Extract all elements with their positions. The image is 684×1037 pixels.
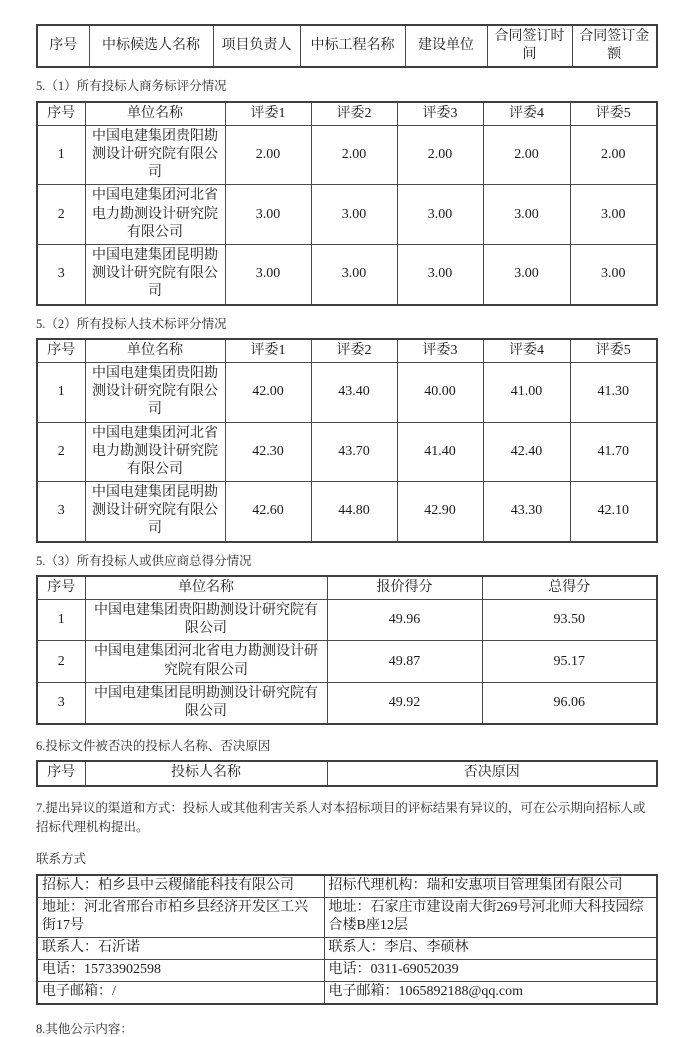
cell-score: 2.00 (483, 125, 570, 185)
cell-score: 2.00 (570, 125, 657, 185)
col-header-judge-4: 评委4 (483, 102, 570, 126)
col-header-construction-unit: 建设单位 (405, 25, 487, 67)
table-row (37, 600, 657, 641)
cell-seq: 2 (37, 185, 85, 245)
col-header-judge-1: 评委1 (225, 339, 311, 363)
col-header-seq: 序号 (37, 339, 85, 363)
col-header-project-manager: 项目负责人 (213, 25, 300, 67)
contact-section-title: 联系方式 (36, 852, 87, 867)
table-row (37, 897, 657, 938)
cell-score: 3.00 (570, 244, 657, 304)
table-header-row (37, 102, 657, 126)
technical-score-table (36, 338, 658, 543)
cell-seq: 1 (37, 125, 85, 185)
col-header-judge-1: 评委1 (225, 102, 311, 126)
table-row (37, 982, 657, 1004)
col-header-judge-2: 评委2 (311, 102, 397, 126)
candidate-summary-table (36, 24, 658, 68)
cell-seq: 3 (37, 482, 85, 542)
cell-unit-name: 中国电建集团贵阳勘测设计研究院有限公司 (85, 362, 225, 422)
table-header-row (37, 339, 657, 363)
objection-channel-text: 7.提出异议的渠道和方式：投标人或其他利害关系人对本招标项目的评标结果有异议的，可在公示期向招标人或招标代理机构提出。 (36, 800, 646, 834)
cell-seq: 3 (37, 244, 85, 304)
cell-score: 3.00 (225, 185, 311, 245)
col-header-judge-4: 评委4 (483, 339, 570, 363)
cell-score: 41.70 (570, 422, 657, 482)
col-header-contract-date: 合同签订时间 (487, 25, 572, 67)
table-row (37, 244, 657, 304)
col-header-total-score: 总得分 (482, 576, 657, 600)
col-header-seq: 序号 (37, 25, 89, 67)
cell-seq: 1 (37, 362, 85, 422)
cell-seq: 2 (37, 641, 85, 682)
col-header-unit-name: 单位名称 (85, 102, 225, 126)
cell-score: 41.30 (570, 362, 657, 422)
cell-unit-name: 中国电建集团河北省电力勘测设计研究院有限公司 (85, 185, 225, 245)
cell-score: 3.00 (225, 244, 311, 304)
col-header-unit-name: 单位名称 (85, 339, 225, 363)
table-header-row (37, 25, 657, 67)
col-header-unit-name: 单位名称 (85, 576, 327, 600)
col-header-bidder-name: 投标人名称 (85, 761, 327, 785)
col-header-judge-5: 评委5 (570, 339, 657, 363)
cell-seq: 1 (37, 600, 85, 641)
cell-score: 2.00 (311, 125, 397, 185)
cell-score: 2.00 (397, 125, 483, 185)
cell-total-score: 96.06 (482, 682, 657, 724)
cell-score: 42.10 (570, 482, 657, 542)
table-row (37, 682, 657, 724)
table-row (37, 362, 657, 422)
table-row (37, 938, 657, 960)
cell-score: 42.00 (225, 362, 311, 422)
cell-price-score: 49.96 (327, 600, 482, 641)
cell-score: 43.40 (311, 362, 397, 422)
business-score-section-title: 5.（1）所有投标人商务标评分情况 (36, 79, 227, 94)
cell-score: 42.40 (483, 422, 570, 482)
agency-address: 地址：石家庄市建设南大街269号河北师大科技园综合楼B座12层 (324, 897, 657, 938)
col-header-judge-2: 评委2 (311, 339, 397, 363)
table-row (37, 422, 657, 482)
table-header-row (37, 761, 657, 785)
table-row (37, 875, 657, 897)
cell-score: 41.40 (397, 422, 483, 482)
tenderer-name: 招标人：柏乡县中云稷储能科技有限公司 (37, 875, 324, 897)
cell-score: 42.60 (225, 482, 311, 542)
col-header-candidate-name: 中标候选人名称 (89, 25, 213, 67)
agency-contact-person: 联系人：李启、李硕林 (324, 938, 657, 960)
cell-unit-name: 中国电建集团昆明勘测设计研究院有限公司 (85, 482, 225, 542)
col-header-project-name: 中标工程名称 (300, 25, 405, 67)
cell-score: 3.00 (570, 185, 657, 245)
cell-score: 3.00 (397, 244, 483, 304)
cell-score: 40.00 (397, 362, 483, 422)
col-header-seq: 序号 (37, 576, 85, 600)
business-score-table (36, 101, 658, 306)
other-content-title: 8.其他公示内容： (36, 1021, 133, 1036)
rejected-bidders-section-title: 6.投标文件被否决的投标人名称、否决原因 (36, 739, 271, 754)
cell-unit-name: 中国电建集团河北省电力勘测设计研究院有限公司 (85, 641, 327, 682)
col-header-seq: 序号 (37, 102, 85, 126)
cell-score: 3.00 (311, 185, 397, 245)
cell-score: 3.00 (311, 244, 397, 304)
tenderer-address: 地址：河北省邢台市柏乡县经济开发区工兴街17号 (37, 897, 324, 938)
rejected-bidders-table (36, 760, 658, 786)
agency-email: 电子邮箱：1065892188@qq.com (324, 982, 657, 1004)
cell-score: 3.00 (483, 244, 570, 304)
cell-score: 42.90 (397, 482, 483, 542)
cell-score: 2.00 (225, 125, 311, 185)
total-score-table (36, 575, 658, 725)
col-header-rejection-reason: 否决原因 (327, 761, 657, 785)
table-row (37, 125, 657, 185)
table-row (37, 641, 657, 682)
tenderer-phone: 电话：15733902598 (37, 960, 324, 982)
cell-unit-name: 中国电建集团贵阳勘测设计研究院有限公司 (85, 600, 327, 641)
cell-score: 43.70 (311, 422, 397, 482)
col-header-seq: 序号 (37, 761, 85, 785)
cell-score: 41.00 (483, 362, 570, 422)
cell-seq: 2 (37, 422, 85, 482)
table-header-row (37, 576, 657, 600)
col-header-price-score: 报价得分 (327, 576, 482, 600)
cell-price-score: 49.87 (327, 641, 482, 682)
cell-total-score: 95.17 (482, 641, 657, 682)
cell-unit-name: 中国电建集团昆明勘测设计研究院有限公司 (85, 244, 225, 304)
table-row (37, 482, 657, 542)
cell-unit-name: 中国电建集团贵阳勘测设计研究院有限公司 (85, 125, 225, 185)
cell-score: 44.80 (311, 482, 397, 542)
cell-score: 3.00 (483, 185, 570, 245)
table-row (37, 960, 657, 982)
total-score-section-title: 5.（3）所有投标人或供应商总得分情况 (36, 553, 252, 568)
cell-score: 43.30 (483, 482, 570, 542)
cell-price-score: 49.92 (327, 682, 482, 724)
cell-seq: 3 (37, 682, 85, 724)
table-row (37, 185, 657, 245)
col-header-judge-3: 评委3 (397, 102, 483, 126)
tenderer-email: 电子邮箱：/ (37, 982, 324, 1004)
col-header-judge-5: 评委5 (570, 102, 657, 126)
cell-score: 3.00 (397, 185, 483, 245)
col-header-contract-amount: 合同签订金额 (572, 25, 657, 67)
col-header-judge-3: 评委3 (397, 339, 483, 363)
contact-table (36, 874, 658, 1005)
tenderer-contact-person: 联系人：石沂诺 (37, 938, 324, 960)
cell-unit-name: 中国电建集团昆明勘测设计研究院有限公司 (85, 682, 327, 724)
cell-total-score: 93.50 (482, 600, 657, 641)
agency-phone: 电话：0311-69052039 (324, 960, 657, 982)
cell-score: 42.30 (225, 422, 311, 482)
technical-score-section-title: 5.（2）所有投标人技术标评分情况 (36, 316, 227, 331)
cell-unit-name: 中国电建集团河北省电力勘测设计研究院有限公司 (85, 422, 225, 482)
agency-name: 招标代理机构：瑞和安惠项目管理集团有限公司 (324, 875, 657, 897)
